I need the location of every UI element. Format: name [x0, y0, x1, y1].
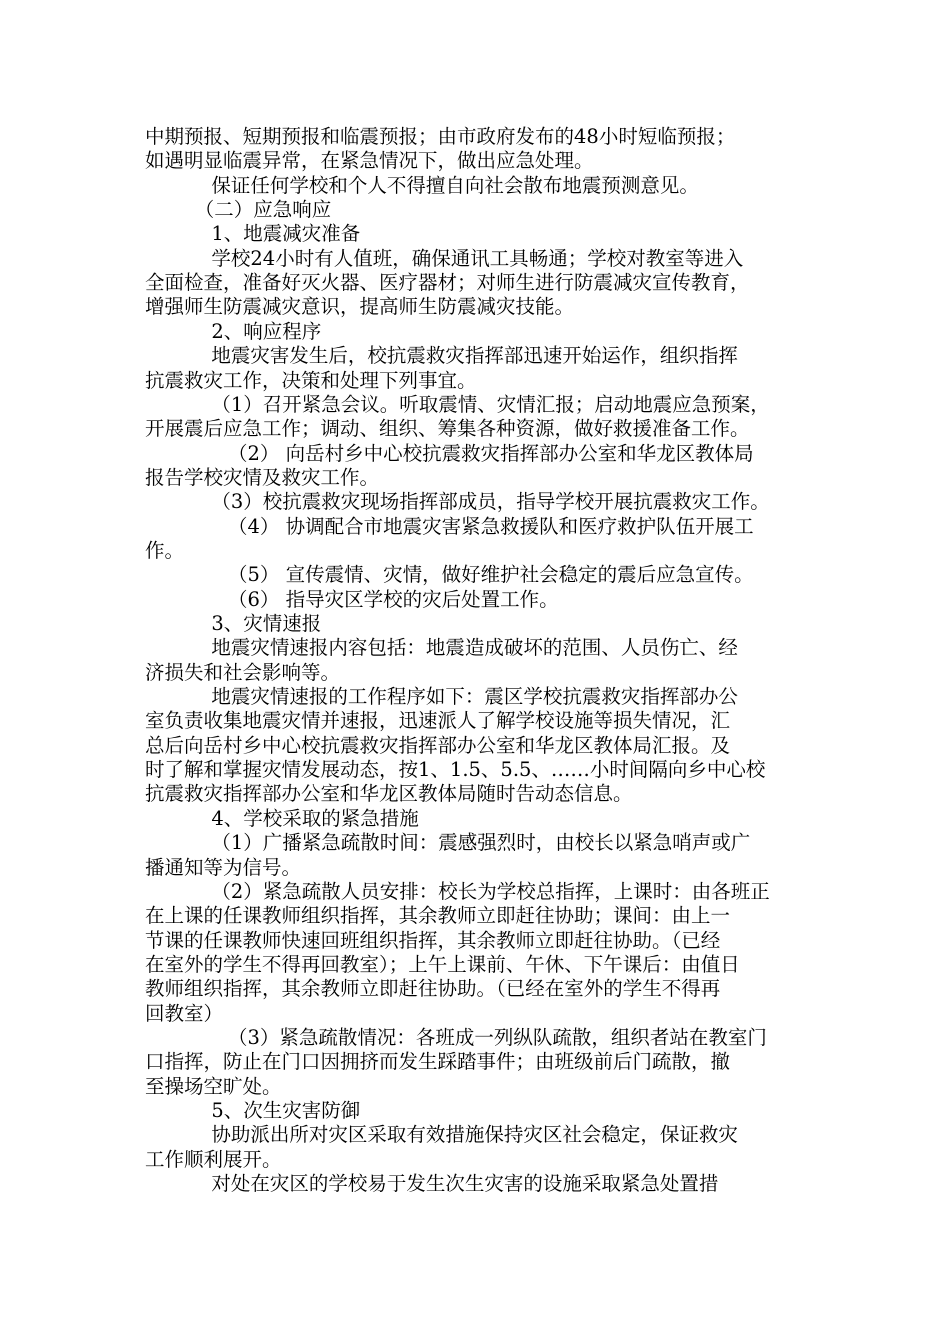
text-line: （3）校抗震救灾现场指挥部成员，指导学校开展抗震救灾工作。 — [211, 490, 770, 514]
text-line: 在室外的学生不得再回教室）；上午上课前、午休、下午课后：由值日 — [145, 952, 740, 976]
text-line: （二）应急响应 — [194, 198, 332, 222]
text-line: （2） 向岳村乡中心校抗震救灾指挥部办公室和华龙区教体局 — [228, 441, 754, 465]
text-line: 4、学校采取的紧急措施 — [211, 806, 419, 830]
text-line: 口指挥，防止在门口因拥挤而发生踩踏事件；由班级前后门疏散，撤 — [145, 1050, 731, 1074]
text-line: 开展震后应急工作；调动、组织、筹集各种资源，做好救援准备工作。 — [145, 417, 750, 441]
text-line: 中期预报、短期预报和临震预报；由市政府发布的48小时短临预报； — [145, 125, 736, 148]
text-line: 报告学校灾情及救灾工作。 — [145, 465, 380, 489]
text-line: 抗震救灾指挥部办公室和华龙区教体局随时告动态信息。 — [145, 782, 633, 806]
text-line: 抗震救灾工作，决策和处理下列事宜。 — [145, 368, 477, 392]
text-line: 播通知等为信号。 — [145, 855, 302, 879]
text-line: （6） 指导灾区学校的灾后处置工作。 — [228, 587, 559, 611]
text-line: 增强师生防震减灾意识，提高师生防震减灾技能。 — [145, 295, 575, 319]
text-line: 工作顺利展开。 — [145, 1147, 282, 1171]
text-line: 教师组织指挥，其余教师立即赶往协助。（已经在室外的学生不得再 — [145, 977, 721, 1001]
text-line: （1）召开紧急会议。听取震情、灾情汇报；启动地震应急预案， — [211, 392, 770, 416]
text-line: 如遇明显临震异常，在紧急情况下，做出应急处理。 — [145, 149, 594, 173]
text-line: 地震灾情速报内容包括：地震造成破坏的范围、人员伤亡、经 — [211, 636, 738, 660]
text-line: 协助派出所对灾区采取有效措施保持灾区社会稳定，保证救灾 — [211, 1123, 738, 1147]
text-line: （1）广播紧急疏散时间：震感强烈时，由校长以紧急哨声或广 — [211, 831, 751, 855]
text-line: 2、响应程序 — [211, 319, 322, 343]
text-line: 保证任何学校和个人不得擅自向社会散布地震预测意见。 — [211, 173, 699, 197]
text-line: 节课的任课教师快速回班组织指挥，其余教师立即赶往协助。（已经 — [145, 928, 721, 952]
text-line: （5） 宣传震情、灾情，做好维护社会稳定的震后应急宣传。 — [228, 563, 754, 587]
text-line: 济损失和社会影响等。 — [145, 660, 341, 684]
text-line: 至操场空旷处。 — [145, 1074, 282, 1098]
text-line: 地震灾情速报的工作程序如下：震区学校抗震救灾指挥部办公 — [211, 685, 738, 709]
text-line: 学校24小时有人值班，确保通讯工具畅通；学校对教室等进入 — [211, 246, 744, 270]
text-line: 1、地震减灾准备 — [211, 222, 361, 246]
text-line: 地震灾害发生后，校抗震救灾指挥部迅速开始运作，组织指挥 — [211, 344, 738, 368]
text-line: （2）紧急疏散人员安排：校长为学校总指挥，上课时：由各班正 — [211, 879, 770, 903]
text-line: 回教室） — [145, 1001, 224, 1025]
text-line: 全面检查，准备好灭火器、医疗器材；对师生进行防震减灾宣传教育， — [145, 271, 750, 295]
text-line: 5、次生灾害防御 — [211, 1099, 361, 1122]
text-line: 在上课的任课教师组织指挥，其余教师立即赶往协助；课间：由上一 — [145, 904, 731, 928]
text-line: 作。 — [145, 538, 185, 562]
text-line: 室负责收集地震灾情并速报，迅速派人了解学校设施等损失情况，汇 — [145, 709, 731, 733]
text-line: 对处在灾区的学校易于发生次生灾害的设施采取紧急处置措 — [211, 1172, 719, 1196]
text-line: 总后向岳村乡中心校抗震救灾指挥部办公室和华龙区教体局汇报。及 — [145, 733, 731, 757]
text-line: （4） 协调配合市地震灾害紧急救援队和医疗救护队伍开展工 — [228, 514, 754, 538]
text-line: 时了解和掌握灾情发展动态，按1、1.5、5.5、……小时间隔向乡中心校 — [145, 758, 766, 782]
text-line: （3）紧急疏散情况：各班成一列纵队疏散，组织者站在教室门 — [228, 1025, 767, 1049]
text-line: 3、灾情速报 — [211, 612, 322, 635]
